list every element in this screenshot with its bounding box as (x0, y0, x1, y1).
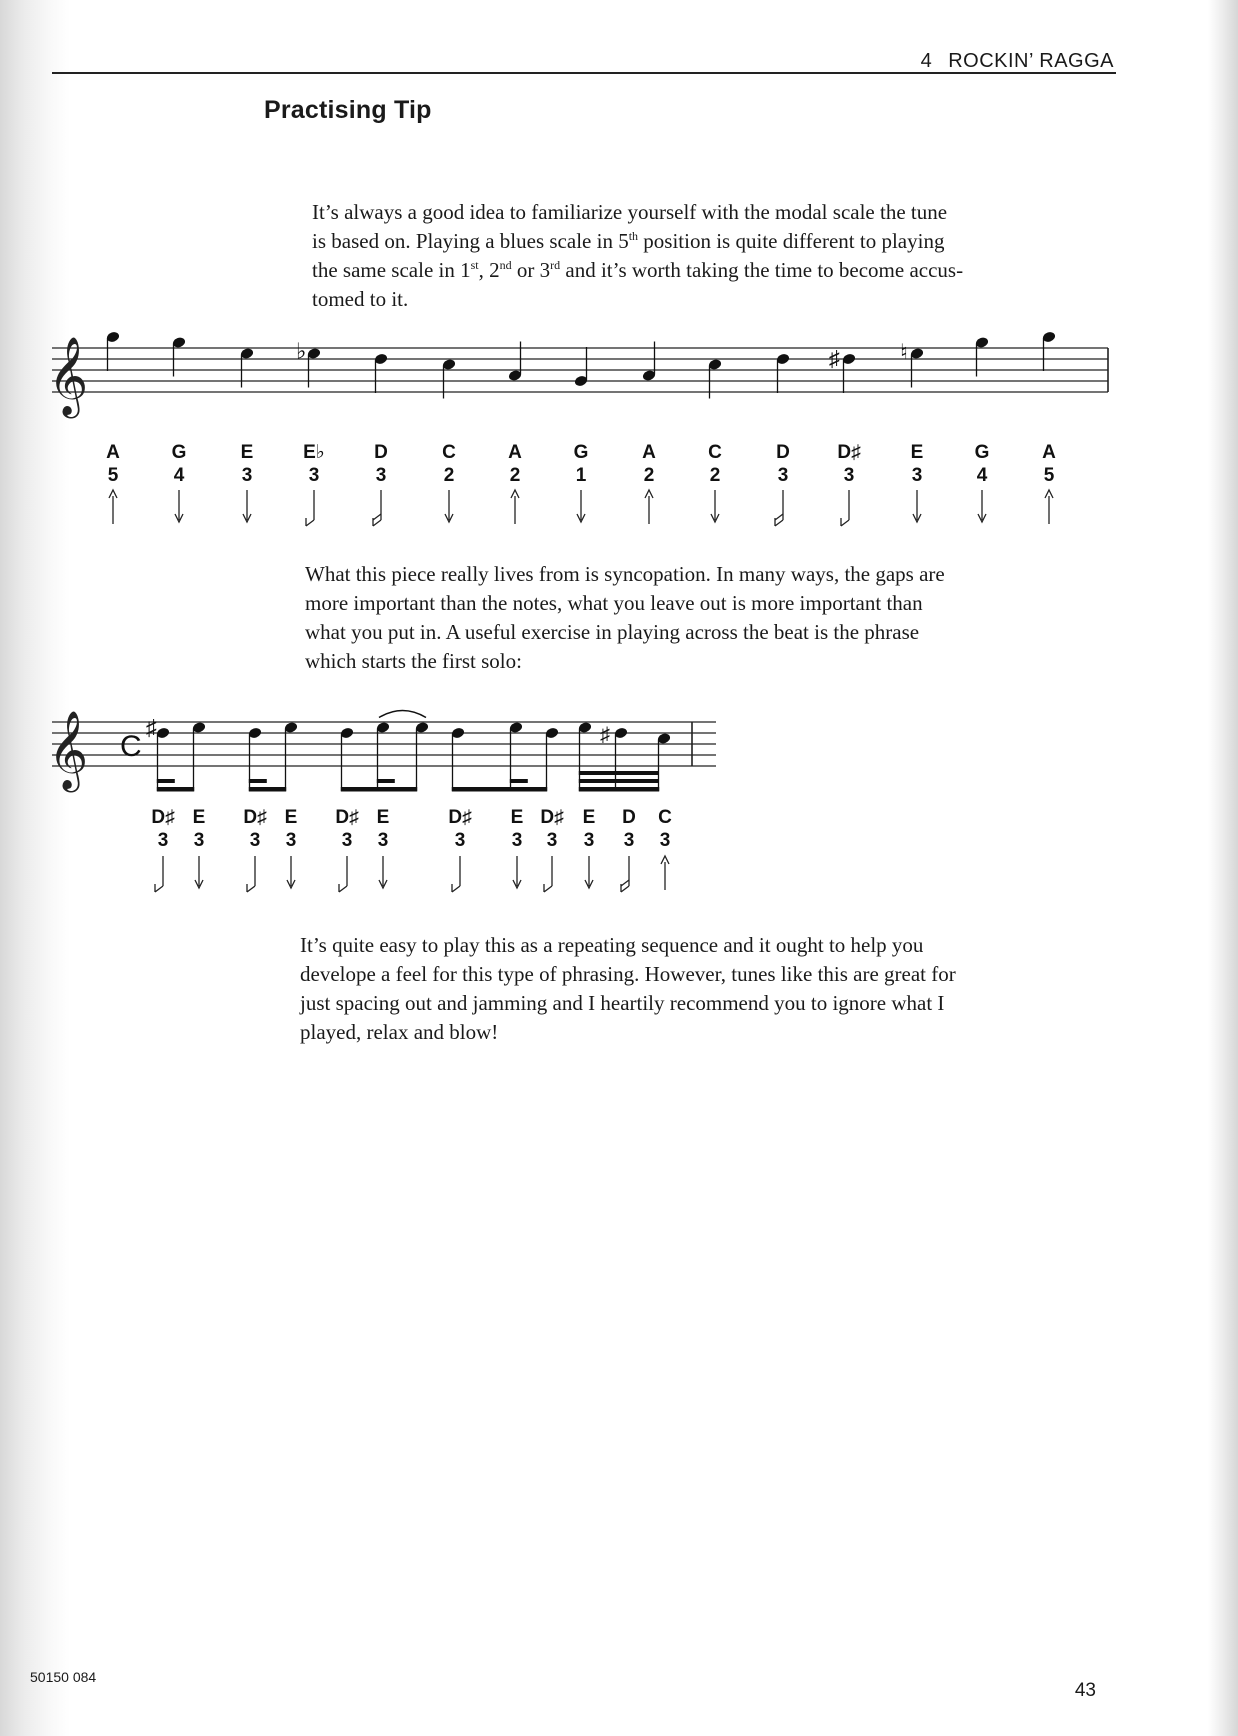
superscript: st (470, 258, 479, 272)
beam (579, 787, 659, 792)
tab-note-name: E (376, 807, 390, 828)
superscript: rd (550, 258, 561, 272)
tab-note-name: A (508, 442, 522, 463)
tab-hole-number: 3 (777, 465, 789, 486)
scale-tab (106, 442, 1056, 526)
chapter-number: 4 (920, 50, 933, 72)
tab-hole-number: 3 (285, 830, 297, 851)
tab-note-name: C (708, 442, 722, 463)
bend-arrow-head (775, 514, 783, 520)
tab-note-name: A (1042, 442, 1056, 463)
text-line: What this piece really lives from is syncopation. In many ways, the gaps are (305, 562, 945, 586)
tab-hole-number: 3 (241, 465, 253, 486)
text-span: and it’s worth taking the time to become accus- (560, 258, 964, 282)
beam (157, 787, 194, 792)
tab-hole-number: 3 (249, 830, 261, 851)
tab-hole-number: 4 (173, 465, 185, 486)
paragraph-syncopation (305, 560, 1095, 676)
phrase-staff (48, 704, 716, 792)
tab-hole-number: 2 (709, 465, 721, 486)
tab-note-name: D♯ (243, 807, 267, 828)
phrase-tab (151, 807, 672, 892)
common-time-sign: C (120, 730, 142, 764)
beam-secondary (377, 779, 395, 783)
tab-note-name: D (622, 807, 636, 828)
tab-hole-number: 3 (911, 465, 923, 486)
bend-arrow-head (247, 884, 255, 892)
tab-hole-number: 5 (107, 465, 119, 486)
bend-arrow-head (373, 514, 381, 520)
tab-note-name: G (573, 442, 589, 463)
text-line: tomed to it. (312, 287, 409, 311)
tab-note-name: G (974, 442, 990, 463)
tab-note-name: D♯ (837, 442, 861, 463)
tab-hole-number: 3 (193, 830, 205, 851)
slur (379, 711, 426, 718)
tab-note-name: E (284, 807, 298, 828)
beam-tertiary (579, 771, 659, 775)
bend-arrow-head (155, 884, 163, 892)
tab-note-name: A (106, 442, 120, 463)
tab-note-name: D (776, 442, 790, 463)
tab-note-name: E (910, 442, 924, 463)
superscript: nd (499, 258, 512, 272)
tab-note-name: E (510, 807, 524, 828)
text-line: It’s quite easy to play this as a repeating sequence and it ought to help you (300, 933, 924, 957)
flat-sign: ♭ (296, 338, 307, 364)
tab-hole-number: 3 (341, 830, 353, 851)
tab-note-name: D♯ (335, 807, 359, 828)
tab-note-name: G (171, 442, 187, 463)
beam-secondary (579, 779, 659, 783)
text-span: , 2 (478, 258, 500, 282)
tab-hole-number: 3 (308, 465, 320, 486)
text-span: or 3 (511, 258, 551, 282)
scale-staff (48, 330, 1108, 418)
text-span: is based on. Playing a blues scale in 5 (312, 229, 629, 253)
beam (452, 787, 547, 792)
text-line: It’s always a good idea to familiarize yourself with the modal scale the tune (312, 200, 948, 224)
tab-hole-number: 2 (443, 465, 455, 486)
natural-sign: ♮ (900, 339, 908, 365)
text-line: just spacing out and jamming and I heartily recommend you to ignore what I (300, 991, 945, 1015)
tab-note-name: A (642, 442, 656, 463)
beam (341, 787, 417, 792)
tab-hole-number: 1 (575, 465, 587, 486)
chapter-title: ROCKIN’ RAGGA (948, 50, 1114, 72)
text-line: played, relax and blow! (300, 1020, 499, 1044)
text-line: what you put in. A useful exercise in playing across the beat is the phrase (305, 620, 920, 644)
tab-hole-number: 2 (643, 465, 655, 486)
tab-note-name: E (240, 442, 254, 463)
tab-hole-number: 4 (976, 465, 988, 486)
tab-hole-number: 3 (454, 830, 466, 851)
key-sharp-sign: ♯ (146, 715, 157, 741)
tab-hole-number: 3 (843, 465, 855, 486)
bend-arrow-head (339, 884, 347, 892)
paragraph-closing (300, 931, 1100, 1047)
superscript: th (628, 229, 639, 243)
page-number: 43 (1074, 1680, 1096, 1701)
tab-note-name: D♯ (151, 807, 175, 828)
tab-note-name: C (442, 442, 456, 463)
tab-hole-number: 2 (509, 465, 521, 486)
beam-secondary (157, 779, 175, 783)
beam-secondary (249, 779, 267, 783)
tab-hole-number: 3 (377, 830, 389, 851)
tab-hole-number: 3 (157, 830, 169, 851)
tab-hole-number: 3 (623, 830, 635, 851)
tab-note-name: D♯ (448, 807, 472, 828)
sharp-sign: ♯ (829, 346, 840, 371)
tab-note-name: D♯ (540, 807, 564, 828)
tab-note-name: E (582, 807, 596, 828)
tab-hole-number: 3 (659, 830, 671, 851)
tab-hole-number: 5 (1043, 465, 1055, 486)
tab-hole-number: 3 (511, 830, 523, 851)
beam (249, 787, 286, 792)
bend-arrow-head (621, 880, 629, 886)
tab-hole-number: 3 (546, 830, 558, 851)
bend-arrow-head (544, 884, 552, 892)
bend-arrow-head (306, 518, 314, 526)
text-line: more important than the notes, what you leave out is more important than (305, 591, 923, 615)
text-line: which starts the first solo: (305, 649, 522, 673)
tab-note-name: E♭ (303, 442, 325, 463)
tab-hole-number: 3 (375, 465, 387, 486)
treble-clef: 𝄞 (48, 337, 89, 414)
tab-note-name: C (658, 807, 672, 828)
treble-clef: 𝄞 (48, 711, 89, 788)
beam-secondary (510, 779, 528, 783)
bend-arrow-head (841, 518, 849, 526)
tab-note-name: E (192, 807, 206, 828)
text-span: position is quite different to playing (638, 229, 945, 253)
sharp-sign: ♯ (600, 724, 610, 746)
text-span: the same scale in 1 (312, 258, 471, 282)
product-code: 50150 084 (30, 1669, 97, 1685)
section-title: Practising Tip (264, 96, 432, 124)
bend-arrow-head (452, 884, 460, 892)
tab-hole-number: 3 (583, 830, 595, 851)
tab-note-name: D (374, 442, 388, 463)
text-line: develope a feel for this type of phrasing. However, tunes like this are great for (300, 962, 956, 986)
